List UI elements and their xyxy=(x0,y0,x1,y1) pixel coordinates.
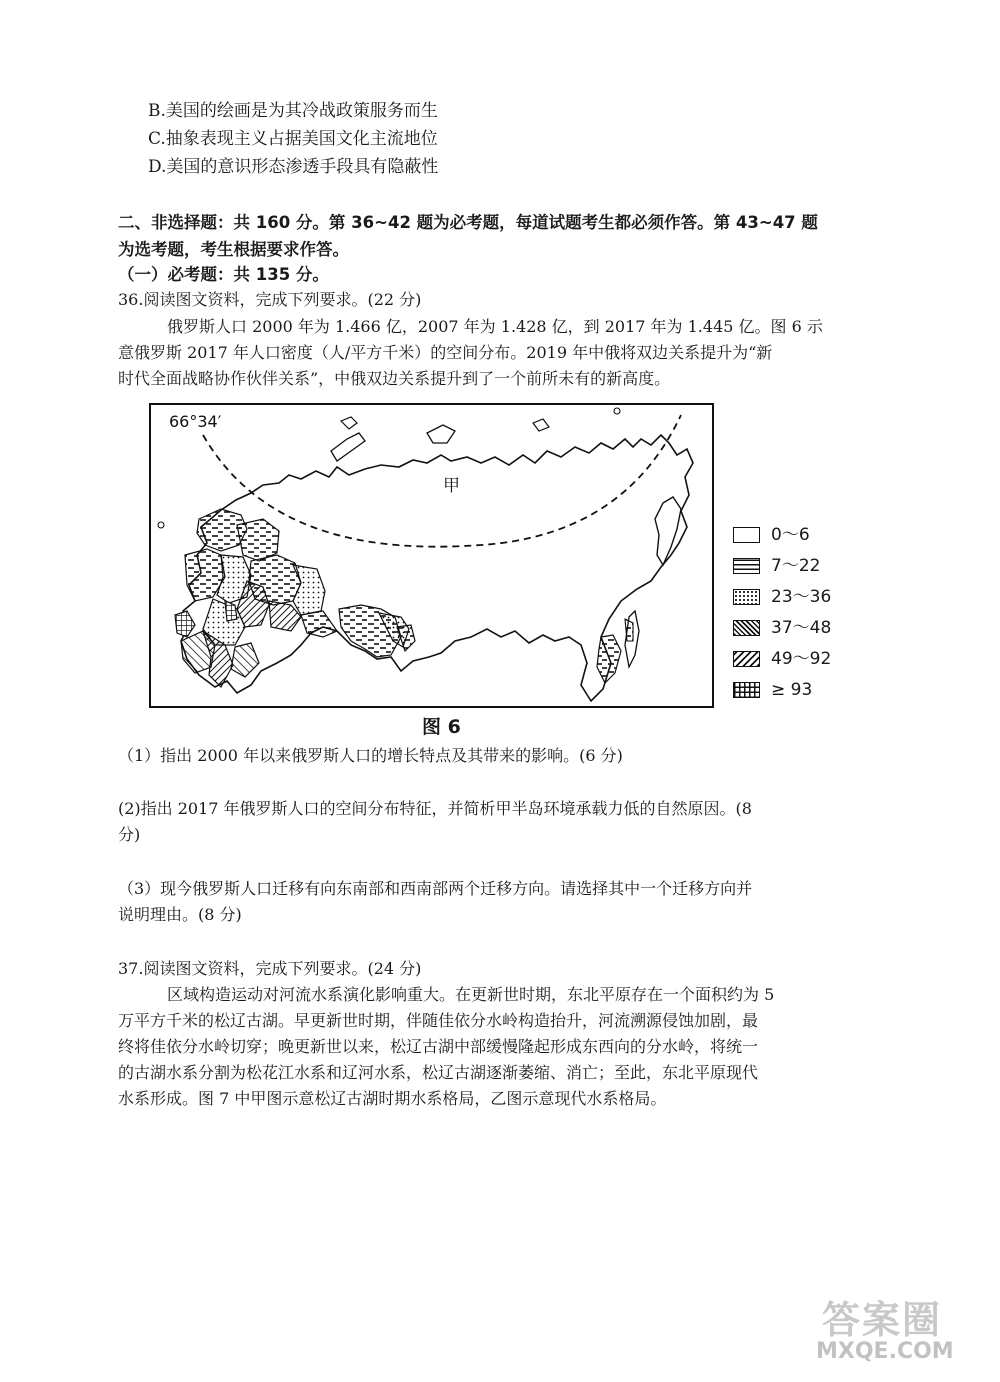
legend-swatch-dots xyxy=(733,589,760,605)
q37-para-line2: 万平方千米的松辽古湖。早更新世时期，伴随佳依分水岭构造抬升，河流溯源侵蚀加剧，最 xyxy=(118,1011,759,1030)
q36-subq2-line2: 分) xyxy=(118,825,141,844)
option-c: C.抽象表现主义占据美国文化主流地位 xyxy=(148,129,438,149)
q37-para-line5: 水系形成。图 7 中甲图示意松辽古湖时期水系格局，乙图示意现代水系格局。 xyxy=(118,1089,667,1108)
q36-para-line3: 时代全面战略协作伙伴关系”，中俄双边关系提升到了一个前所未有的新高度。 xyxy=(118,369,671,388)
figure6-map xyxy=(149,403,714,708)
watermark-url: MXQE.COM xyxy=(816,1339,954,1364)
latitude-label: 66°34′ xyxy=(169,412,222,431)
legend-swatch-diagonal-dense xyxy=(733,620,760,636)
q37-title: 37.阅读图文资料，完成下列要求。(24 分) xyxy=(118,959,422,978)
peninsula-label: 甲 xyxy=(443,476,460,496)
figure6-caption: 图 6 xyxy=(422,716,461,738)
q37-para-line1: 区域构造运动对河流水系演化影响重大。在更新世时期，东北平原存在一个面积约为 5 xyxy=(167,985,775,1004)
section2-subheading: （一）必考题：共 135 分。 xyxy=(118,265,329,284)
q37-para-line4: 的古湖水系分割为松花江水系和辽河水系，松辽古湖逐渐萎缩、消亡；至此，东北平原现代 xyxy=(118,1063,759,1082)
watermark xyxy=(816,1289,992,1371)
section2-heading-line2: 为选考题，考生根据要求作答。 xyxy=(118,240,349,259)
russia-density-map xyxy=(151,405,711,705)
q36-para-line2: 意俄罗斯 2017 年人口密度（人/平方千米）的空间分布。2019 年中俄将双边关系提升为“新 xyxy=(118,343,773,362)
section2-heading-line1: 二、非选择题：共 160 分。第 36~42 题为必考题，每道试题考生都必须作答。第 43~47 题 xyxy=(118,213,818,232)
q36-subq1: （1）指出 2000 年以来俄罗斯人口的增长特点及其带来的影响。(6 分) xyxy=(118,746,623,765)
legend-swatch-diagonal xyxy=(733,651,760,667)
legend-swatch-dashes xyxy=(733,558,760,574)
q37-para-line3: 终将佳依分水岭切穿；晚更新世以来，松辽古湖中部缓慢隆起形成东西向的分水岭，将统一 xyxy=(118,1037,759,1056)
q36-subq3-line2: 说明理由。(8 分) xyxy=(118,905,242,924)
legend-swatch-grid xyxy=(733,682,760,698)
watermark-logo: 答案圈 xyxy=(822,1298,943,1342)
option-b: B.美国的绘画是为其冷战政策服务而生 xyxy=(148,101,438,121)
q36-subq2-line1: (2)指出 2017 年俄罗斯人口的空间分布特征，并简析甲半岛环境承载力低的自然原因。(8 xyxy=(118,799,752,818)
q36-title: 36.阅读图文资料，完成下列要求。(22 分) xyxy=(118,290,422,309)
q36-para-line1: 俄罗斯人口 2000 年为 1.466 亿，2007 年为 1.428 亿，到 2017 年为 1.445 亿。图 6 示 xyxy=(167,317,823,336)
option-d: D.美国的意识形态渗透手段具有隐蔽性 xyxy=(148,157,439,177)
q36-subq3-line1: （3）现今俄罗斯人口迁移有向东南部和西南部两个迁移方向。请选择其中一个迁移方向并 xyxy=(118,879,753,898)
legend-swatch-blank xyxy=(733,527,760,543)
